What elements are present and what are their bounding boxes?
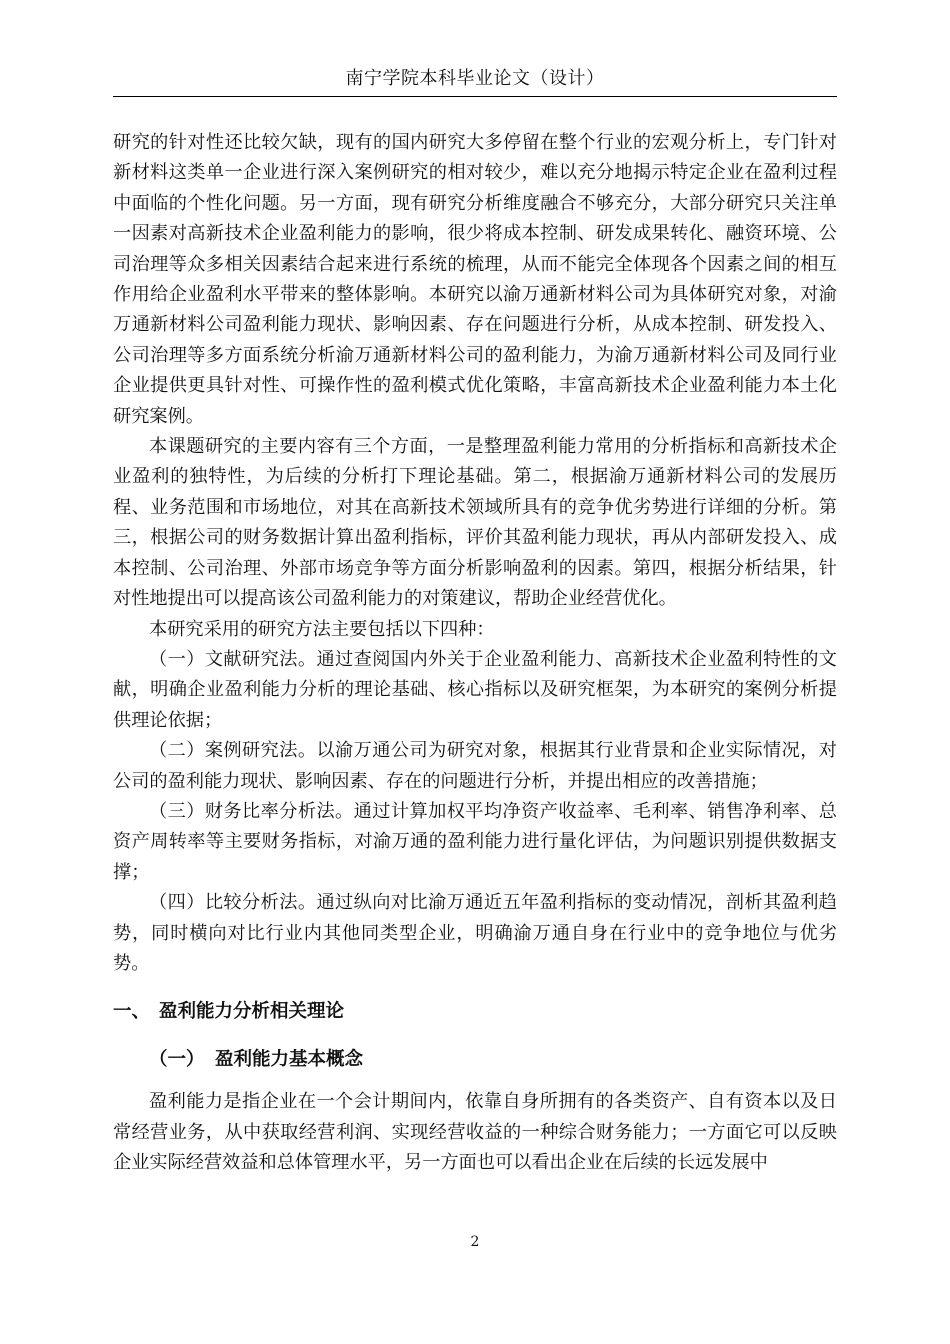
method-item: （三）财务比率分析法。通过计算加权平均净资产收益率、毛利率、销售净利率、总资产周转率等主要财务指标，对渝万通的盈利能力进行量化评估，为问题识别提供数据支撑； xyxy=(113,800,837,883)
method-item: （一）文献研究法。通过查阅国内外关于企业盈利能力、高新技术企业盈利特性的文献，明确企业盈利能力分析的理论基础、核心指标以及研究框架，为本研究的案例分析提供理论依据； xyxy=(113,648,837,731)
section-title: 盈利能力分析相关理论 xyxy=(159,1001,345,1023)
method-item: （二）案例研究法。以渝万通公司为研究对象，根据其行业背景和企业实际情况，对公司的盈利能力现状、影响因素、存在的问题进行分析，并提出相应的改善措施； xyxy=(113,740,837,792)
paragraph: 盈利能力是指企业在一个会计期间内，依靠自身所拥有的各类资产、自有资本以及日常经营业务，从中获取经营利润、实现经营收益的一种综合财务能力；一方面它可以反映企业实际经营效益和总体管理水平，另一方面也可以看出企业在后续的长远发展中 xyxy=(113,1091,837,1174)
paragraph: 本研究采用的研究方法主要包括以下四种： xyxy=(149,618,495,640)
page-number: 2 xyxy=(470,1234,480,1250)
body-text xyxy=(113,128,837,1179)
paragraph: 研究的针对性还比较欠缺，现有的国内研究大多停留在整个行业的宏观分析上，专门针对新材料这类单一企业进行深入案例研究的相对较少，难以充分地揭示特定企业在盈利过程中面临的个性化问题。另一方面，现有研究分析维度融合不够充分，大部分研究只关注单一因素对高新技术企业盈利能力的影响，很少将成本控制、研发成果转化、融资环境、公司治理等众多相关因素结合起来进行系统的梳理，从而不能完全体现各个因素之间的相互作用给企业盈利水平带来的整体影响。本研究以渝万通新材料公司为具体研究对象，对渝万通新材料公司盈利能力现状、影响因素、存在问题进行分析，从成本控制、研发投入、公司治理等多方面系统分析渝万通新材料公司的盈利能力，为渝万通新材料公司及同行业企业提供更具针对性、可操作性的盈利模式优化策略，丰富高新技术企业盈利能力本土化研究案例。 xyxy=(113,132,837,427)
subsection-heading xyxy=(113,1045,837,1075)
subsection-title: 盈利能力基本概念 xyxy=(215,1049,364,1071)
running-header: 南宁学院本科毕业论文（设计） xyxy=(345,68,605,89)
subsection-number: （一） xyxy=(149,1049,205,1071)
section-heading xyxy=(113,997,837,1027)
method-item: （四）比较分析法。通过纵向对比渝万通近五年盈利指标的变动情况，剖析其盈利趋势，同时横向对比行业内其他同类型企业，明确渝万通自身在行业中的竞争地位与优劣势。 xyxy=(113,892,837,974)
header-divider xyxy=(113,96,837,97)
section-number: 一、 xyxy=(113,1001,151,1023)
paragraph: 本课题研究的主要内容有三个方面，一是整理盈利能力常用的分析指标和高新技术企业盈利的独特性，为后续的分析打下理论基础。第二，根据渝万通新材料公司的发展历程、业务范围和市场地位，对其在高新技术领域所具有的竞争优劣势进行详细的分析。第三，根据公司的财务数据计算出盈利指标，评价其盈利能力现状，再从内部研发投入、成本控制、公司治理、外部市场竞争等方面分析影响盈利的因素。第四，根据分析结果，针对性地提出可以提高该公司盈利能力的对策建议，帮助企业经营优化。 xyxy=(113,436,837,610)
